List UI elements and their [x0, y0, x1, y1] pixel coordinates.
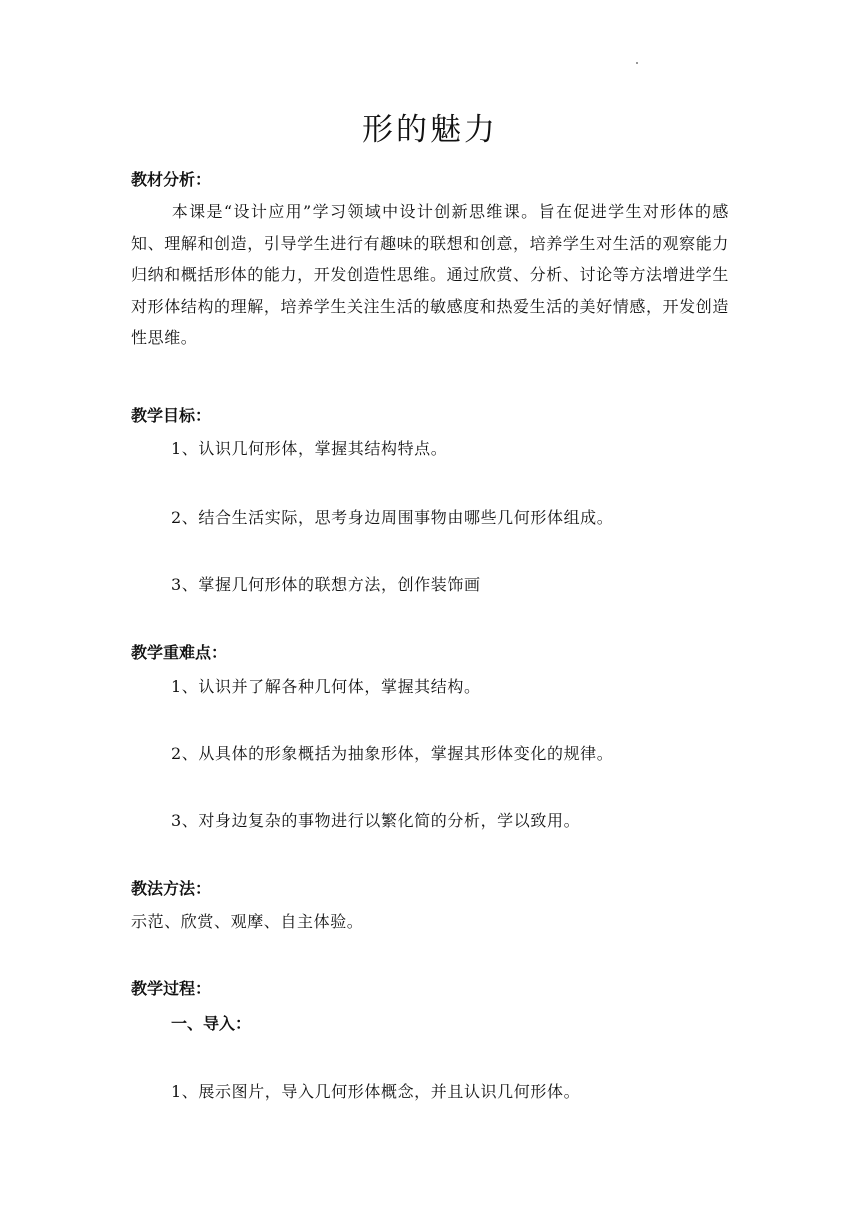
goals-item: 2、结合生活实际，思考身边周围事物由哪些几何形体组成。 [171, 508, 614, 527]
key-points-item: 2、从具体的形象概括为抽象形体，掌握其形体变化的规律。 [171, 744, 614, 763]
page-title: 形的魅力 [362, 112, 498, 148]
goals-item: 1、认识几何形体，掌握其结构特点。 [171, 439, 448, 458]
goals-item: 3、掌握几何形体的联想方法，创作装饰画 [171, 575, 481, 594]
key-points-item: 1、认识并了解各种几何体，掌握其结构。 [171, 677, 481, 696]
key-points-item: 3、对身边复杂的事物进行以繁化简的分析，学以致用。 [171, 811, 581, 830]
page-mark [636, 62, 638, 64]
analysis-body: 本课是“设计应用”学习领域中设计创新思维课。旨在促进学生对形体的感知、理解和创造，引导学生进行有趣味的联想和创意，培养学生对生活的观察能力归纳和概括形体的能力，开发创造性思维。通过欣赏、分析、讨论等方法增进学生对形体结构的理解，培养学生关注生活的敏感度和热爱生活的美好情感，开发创造性思维。 [131, 202, 729, 347]
analysis-heading: 教材分析： [131, 170, 212, 189]
goals-heading: 教学目标： [131, 406, 212, 425]
process-subheading: 一、导入： [171, 1014, 252, 1033]
key-points-heading: 教学重难点： [131, 643, 228, 662]
methods-body: 示范、欣赏、观摩、自主体验。 [131, 912, 364, 931]
methods-heading: 教法方法： [131, 879, 212, 898]
process-heading: 教学过程： [131, 979, 212, 998]
analysis-paragraph [131, 196, 729, 354]
process-item: 1、展示图片，导入几何形体概念，并且认识几何形体。 [171, 1082, 581, 1101]
